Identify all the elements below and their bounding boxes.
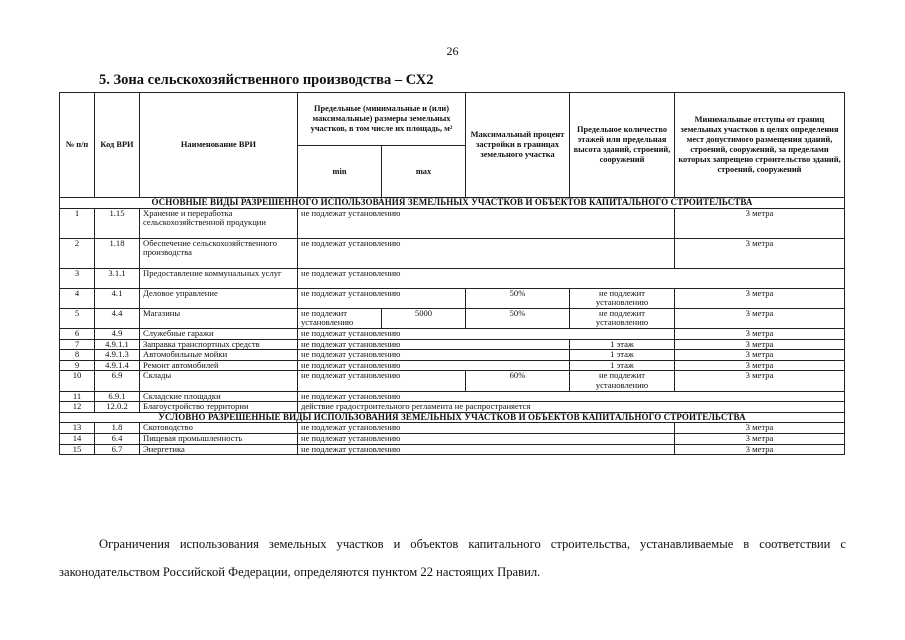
row-code: 4.9 [95, 328, 140, 339]
row-number: 13 [60, 423, 95, 434]
header-build-percent: Максимальный процент застройки в границах земельного участка [466, 93, 570, 198]
row-name: Обеспечение сельскохозяйственного производства [140, 238, 298, 268]
header-setback: Минимальные отступы от границ земельных участков в целях определения мест допустимого размещения зданий, строений, сооружений, за пределами которых запрещено строительство зданий, строений, сооружений [675, 93, 845, 198]
row-name: Служебные гаражи [140, 328, 298, 339]
row-code: 1.15 [95, 208, 140, 238]
row-code: 1.18 [95, 238, 140, 268]
row-name: Пищевая промышленность [140, 433, 298, 444]
table-row [60, 360, 845, 371]
section-row-main [60, 198, 845, 209]
row-limits: не подлежат установлению [298, 208, 675, 238]
row-name: Хранение и переработка сельскохозяйственной продукции [140, 208, 298, 238]
section-title: 5. Зона сельскохозяйственного производства – СХ2 [99, 72, 434, 88]
row-number: 4 [60, 288, 95, 308]
row-code: 4.1 [95, 288, 140, 308]
row-limits: не подлежат установлению [298, 433, 675, 444]
row-code: 6.9.1 [95, 391, 140, 402]
table-row [60, 433, 845, 444]
row-floors: не подлежит установлению [570, 371, 675, 391]
row-limits: действие градостроительного регламента не распространяется [298, 402, 845, 413]
row-setback: 3 метра [675, 444, 845, 455]
row-floors: не подлежит установлению [570, 308, 675, 328]
row-number: 14 [60, 433, 95, 444]
section-heading-main: ОСНОВНЫЕ ВИДЫ РАЗРЕШЕННОГО ИСПОЛЬЗОВАНИЯ ЗЕМЕЛЬНЫХ УЧАСТКОВ И ОБЪЕКТОВ КАПИТАЛЬНОГО СТРОИТЕЛЬСТВА [60, 198, 845, 209]
row-build-percent: 60% [466, 371, 570, 391]
row-setback: 3 метра [675, 208, 845, 238]
header-row-top [60, 93, 845, 146]
table-row [60, 328, 845, 339]
row-setback: 3 метра [675, 328, 845, 339]
table-row [60, 308, 845, 328]
table-row [60, 444, 845, 455]
row-number: 8 [60, 350, 95, 361]
section-heading-conditional: УСЛОВНО РАЗРЕШЕННЫЕ ВИДЫ ИСПОЛЬЗОВАНИЯ ЗЕМЕЛЬНЫХ УЧАСТКОВ И ОБЪЕКТОВ КАПИТАЛЬНОГО СТРОИТЕЛЬСТВА [60, 412, 845, 423]
table-row [60, 339, 845, 350]
row-setback: 3 метра [675, 371, 845, 391]
row-floors: 1 этаж [570, 339, 675, 350]
row-min-max: не подлежат установлению [298, 371, 466, 391]
zone-regulation-table [59, 92, 845, 455]
row-name: Склады [140, 371, 298, 391]
row-limits: не подлежат установлению [298, 444, 675, 455]
row-code: 1.8 [95, 423, 140, 434]
row-number: 3 [60, 268, 95, 288]
table-row [60, 208, 845, 238]
row-floors: 1 этаж [570, 360, 675, 371]
header-sizes: Предельные (минимальные и (или) максимальные) размеры земельных участков, в том числе их площадь, м² [298, 93, 466, 146]
row-limits: не подлежат установлению [298, 360, 570, 371]
row-code: 12.0.2 [95, 402, 140, 413]
row-code: 6.9 [95, 371, 140, 391]
row-name: Предоставление коммунальных услуг [140, 268, 298, 288]
row-setback: 3 метра [675, 238, 845, 268]
row-min-max: не подлежат установлению [298, 288, 466, 308]
row-setback: 3 метра [675, 339, 845, 350]
row-number: 15 [60, 444, 95, 455]
section-row-conditional [60, 412, 845, 423]
row-setback: 3 метра [675, 308, 845, 328]
row-code: 6.7 [95, 444, 140, 455]
row-limits: не подлежат установлению [298, 238, 675, 268]
row-name: Ремонт автомобилей [140, 360, 298, 371]
row-limits: не подлежат установлению [298, 328, 675, 339]
table-row [60, 402, 845, 413]
row-limits: не подлежат установлению [298, 391, 845, 402]
header-min: min [298, 146, 382, 198]
row-code: 4.9.1.1 [95, 339, 140, 350]
row-name: Складские площадки [140, 391, 298, 402]
row-number: 10 [60, 371, 95, 391]
row-number: 11 [60, 391, 95, 402]
header-name: Наименование ВРИ [140, 93, 298, 198]
row-limits: не подлежат установлению [298, 268, 845, 288]
row-number: 2 [60, 238, 95, 268]
row-floors: не подлежит установлению [570, 288, 675, 308]
row-code: 4.9.1.4 [95, 360, 140, 371]
row-setback: 3 метра [675, 350, 845, 361]
page-number: 26 [446, 44, 459, 58]
row-name: Деловое управление [140, 288, 298, 308]
table-row [60, 350, 845, 361]
row-code: 4.4 [95, 308, 140, 328]
row-setback: 3 метра [675, 433, 845, 444]
row-build-percent: 50% [466, 288, 570, 308]
row-number: 12 [60, 402, 95, 413]
row-setback: 3 метра [675, 423, 845, 434]
row-number: 7 [60, 339, 95, 350]
row-limits: не подлежат установлению [298, 423, 675, 434]
row-code: 4.9.1.3 [95, 350, 140, 361]
table-row [60, 391, 845, 402]
table-row [60, 238, 845, 268]
row-limits: не подлежат установлению [298, 350, 570, 361]
row-floors: 1 этаж [570, 350, 675, 361]
row-name: Автомобильные мойки [140, 350, 298, 361]
row-name: Магазины [140, 308, 298, 328]
row-setback: 3 метра [675, 360, 845, 371]
table-row [60, 268, 845, 288]
table-row [60, 423, 845, 434]
row-build-percent: 50% [466, 308, 570, 328]
row-min: не подлежит установлению [298, 308, 382, 328]
row-setback: 3 метра [675, 288, 845, 308]
row-code: 6.4 [95, 433, 140, 444]
row-name: Заправка транспортных средств [140, 339, 298, 350]
row-name: Энергетика [140, 444, 298, 455]
row-limits: не подлежат установлению [298, 339, 570, 350]
row-code: 3.1.1 [95, 268, 140, 288]
table-row [60, 288, 845, 308]
row-name: Скотоводство [140, 423, 298, 434]
header-num: № п/п [60, 93, 95, 198]
header-code: Код ВРИ [95, 93, 140, 198]
row-max: 5000 [382, 308, 466, 328]
row-number: 1 [60, 208, 95, 238]
header-max: max [382, 146, 466, 198]
footer-paragraph: Ограничения использования земельных участков и объектов капитального строительства, устанавливаемые в соответствии с законодательством Российской Федерации, определяются пунктом 22 настоящих Правил. [59, 537, 846, 579]
header-floors: Предельное количество этажей или предельная высота зданий, строений, сооружений [570, 93, 675, 198]
row-number: 9 [60, 360, 95, 371]
row-number: 6 [60, 328, 95, 339]
table-row [60, 371, 845, 391]
row-number: 5 [60, 308, 95, 328]
row-name: Благоустройство территории [140, 402, 298, 413]
